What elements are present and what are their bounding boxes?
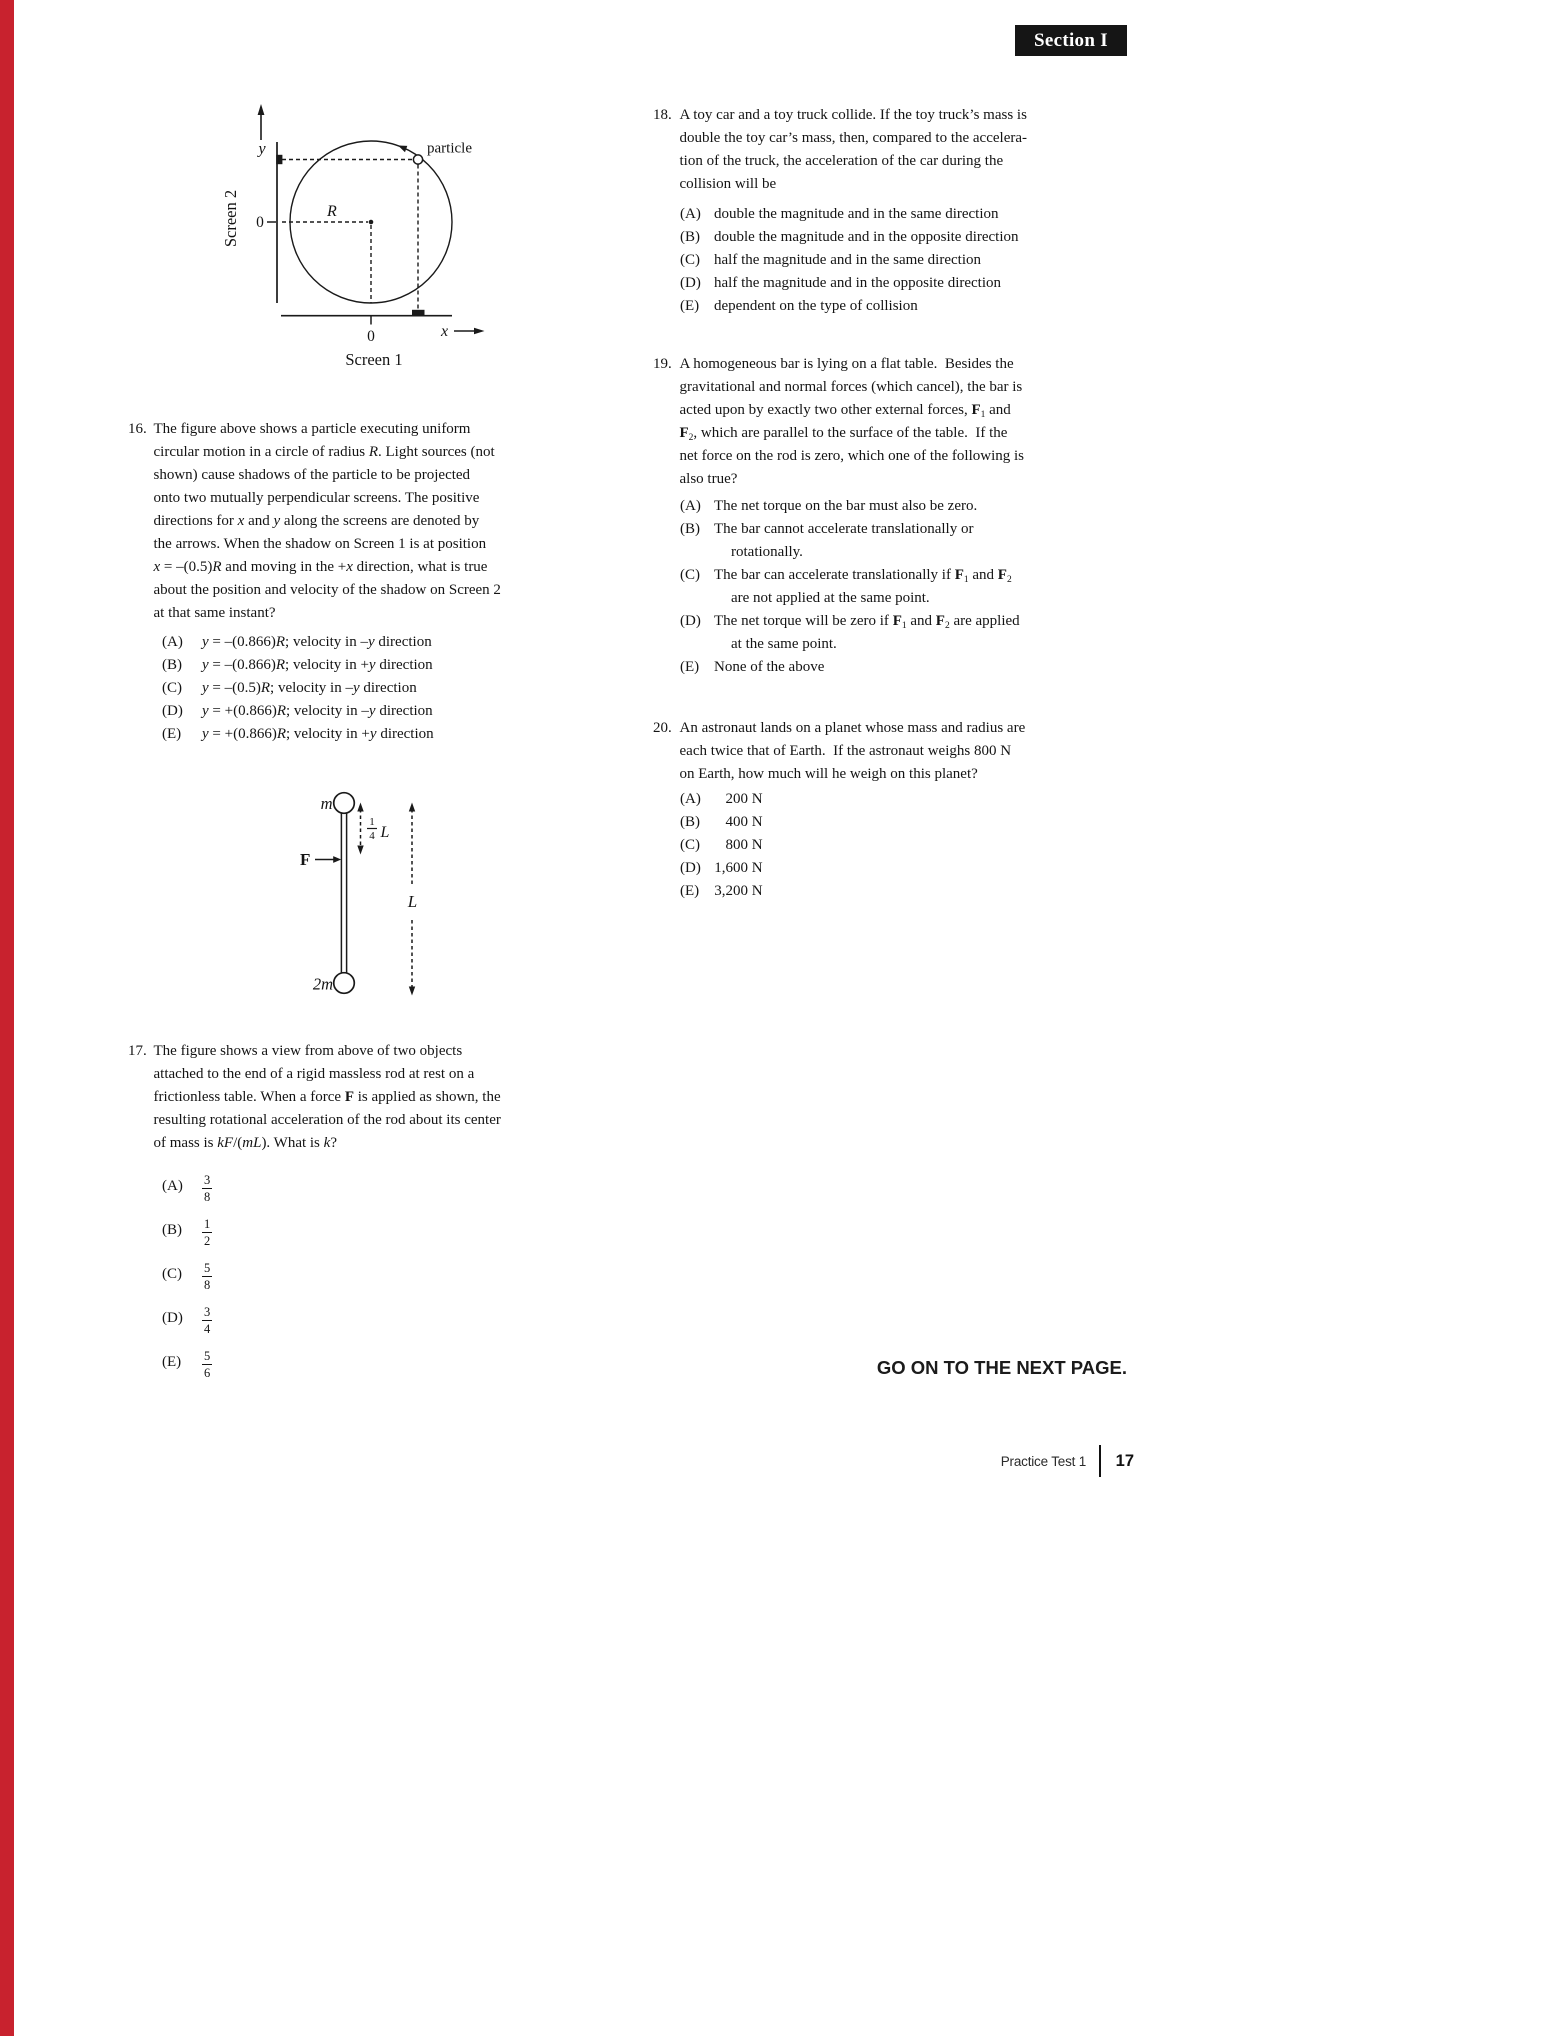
question-number: 17. [128, 1043, 147, 1059]
text-segment: R [275, 634, 286, 650]
text-segment: y [368, 703, 376, 719]
length-arrowhead-top-icon [409, 803, 415, 812]
option-row [680, 834, 1025, 857]
text-segment: F [679, 425, 689, 441]
question-17 [128, 1040, 501, 1384]
option-label: (C) [162, 680, 182, 696]
option-text: half the magnitude and in the opposite direction [714, 275, 1002, 291]
screen1-shadow-marker [412, 310, 425, 315]
question-line: x = –(0.5)R and moving in the +x direction, what is true [153, 559, 488, 575]
option-line: are not applied at the same point. [731, 590, 930, 606]
y-axis-label: y [258, 140, 266, 158]
option-row [680, 811, 1025, 834]
option-line: The net torque on the bar must also be zero. [714, 498, 978, 514]
text-segment: y [273, 513, 281, 529]
option-label: (A) [680, 498, 701, 514]
option-label: (A) [680, 206, 701, 222]
option-row [680, 249, 1027, 272]
option-row [680, 203, 1027, 226]
text-segment: y [202, 657, 209, 673]
text-segment: 1 [963, 575, 969, 585]
option-row [680, 226, 1027, 249]
go-on-instruction: GO ON TO THE NEXT PAGE. [876, 1357, 1127, 1378]
question-line: resulting rotational acceleration of the rod about its center [153, 1112, 501, 1128]
option-row [162, 1164, 501, 1208]
fraction [202, 1350, 212, 1380]
option-text: y = –(0.866)R; velocity in +y direction [202, 657, 433, 673]
question-line: of mass is kF/(mL). What is k? [153, 1135, 337, 1151]
text-segment: R [368, 444, 379, 460]
option-label: (B) [680, 521, 700, 537]
text-segment: y [202, 680, 209, 696]
text-segment: R [276, 726, 287, 742]
question-line: collision will be [679, 176, 777, 192]
fraction [202, 1306, 212, 1336]
option-text [714, 564, 1012, 610]
x-axis-label: x [441, 323, 449, 340]
fraction-numerator: 3 [204, 1304, 211, 1319]
option-label: (D) [680, 613, 701, 629]
text-segment: R [276, 703, 287, 719]
question-line: at that same instant? [153, 605, 276, 621]
length-label: L [407, 892, 418, 911]
fraction-denominator: 6 [204, 1365, 211, 1380]
option-row [162, 1340, 501, 1384]
quarter-frac-numerator: 1 [369, 816, 375, 828]
question-line: about the position and velocity of the shadow on Screen 2 [153, 582, 501, 598]
fraction-numerator: 5 [204, 1260, 211, 1275]
question-line: the arrows. When the shadow on Screen 1 is at position [153, 536, 487, 552]
question-options [162, 1164, 501, 1384]
question-line: A homogeneous bar is lying on a flat table. Besides the [679, 356, 1014, 372]
option-row [680, 880, 1025, 903]
mass-bottom-circle [334, 973, 355, 994]
option-text [202, 1213, 212, 1248]
quarter-arrowhead-top-icon [357, 803, 363, 812]
text-segment: F [954, 567, 964, 583]
question-line: net force on the rod is zero, which one of the following is [679, 448, 1024, 464]
option-label: (E) [680, 298, 700, 314]
question-line: The figure shows a view from above of two objects [153, 1043, 463, 1059]
question-line: The figure above shows a particle executing uniform [153, 421, 471, 437]
circle-center-dot [369, 220, 374, 225]
page-footer [1001, 1444, 1134, 1478]
mass-top-circle [334, 793, 355, 814]
radius-label: R [327, 203, 337, 220]
option-text: 3,200 N [714, 880, 763, 903]
question-line: each twice that of Earth. If the astronaut weighs 800 N [679, 743, 1012, 759]
option-value: 3,200 [714, 883, 748, 899]
option-line: None of the above [714, 659, 825, 675]
screen1-zero-label: 0 [367, 328, 375, 345]
fraction-bar [202, 1188, 212, 1189]
section-badge: Section I [1015, 25, 1127, 56]
fraction-numerator: 3 [204, 1172, 211, 1187]
option-row [162, 723, 501, 746]
y-axis-arrowhead-icon [258, 104, 265, 115]
question-options [680, 788, 1025, 903]
fraction-bar [202, 1276, 212, 1277]
option-label: (C) [680, 252, 700, 268]
option-value: 800 [725, 837, 748, 853]
option-row [680, 610, 1024, 656]
question-options [680, 495, 1024, 679]
option-text [714, 656, 824, 679]
option-text [202, 1301, 212, 1336]
fraction-denominator: 8 [204, 1189, 211, 1204]
particle-label: particle [427, 140, 472, 157]
circular-motion-figure [220, 95, 495, 375]
option-row [680, 788, 1025, 811]
option-row [680, 656, 1024, 679]
question-body [154, 1040, 501, 1155]
footer-divider [1099, 1445, 1101, 1477]
option-line: The bar cannot accelerate translationally or [714, 521, 974, 537]
question-line: An astronaut lands on a planet whose mass and radius are [679, 720, 1026, 736]
text-segment: y [352, 680, 360, 696]
fraction [202, 1174, 212, 1204]
text-segment: y [369, 726, 377, 742]
fraction [202, 1218, 212, 1248]
option-label: (A) [680, 791, 701, 807]
option-text: y = +(0.866)R; velocity in +y direction [202, 726, 434, 742]
text-segment: y [202, 703, 209, 719]
question-body [680, 353, 1025, 491]
question-options [680, 203, 1027, 318]
question-line: shown) cause shadows of the particle to be projected [153, 467, 471, 483]
question-19 [653, 353, 1024, 679]
question-body [680, 104, 1028, 196]
option-row [162, 1296, 501, 1340]
option-row [162, 677, 501, 700]
question-line: also true? [679, 471, 738, 487]
text-segment: 1 [901, 621, 907, 631]
question-line: double the toy car’s mass, then, compared to the accelera- [679, 130, 1027, 146]
footer-book-title: Practice Test 1 [1000, 1453, 1087, 1469]
option-row [680, 272, 1027, 295]
option-label: (D) [162, 1309, 183, 1326]
fraction-denominator: 2 [204, 1233, 211, 1248]
text-segment: R [260, 680, 271, 696]
text-segment: y [202, 634, 209, 650]
option-text: double the magnitude and in the opposite direction [714, 229, 1019, 245]
text-segment: F [935, 613, 945, 629]
option-row [162, 700, 501, 723]
option-text [714, 495, 977, 518]
force-arrowhead-icon [333, 856, 341, 863]
text-segment: 1 [980, 410, 986, 420]
option-row [680, 857, 1025, 880]
option-text [714, 610, 1020, 656]
text-segment: R [275, 657, 286, 673]
text-segment: F [892, 613, 902, 629]
text-segment: x [346, 559, 353, 575]
option-text: 1,600 N [714, 857, 763, 880]
question-20 [653, 717, 1025, 903]
rod-masses-figure [290, 788, 430, 1003]
question-16 [128, 418, 501, 746]
option-label: (E) [162, 1353, 182, 1370]
option-text: 200 N [714, 788, 763, 811]
option-row [162, 654, 501, 677]
mass-top-label: m [320, 794, 333, 813]
rod [341, 813, 346, 973]
text-segment: y [367, 634, 375, 650]
question-body [680, 717, 1026, 786]
option-line: The bar can accelerate translationally if $F_1$ and $F_2$ [714, 567, 1012, 585]
option-label: (E) [680, 659, 700, 675]
option-label: (B) [162, 1221, 182, 1238]
option-row [680, 295, 1027, 318]
question-line: frictionless table. When a force F is applied as shown, the [153, 1089, 501, 1105]
fraction-numerator: 5 [204, 1348, 211, 1363]
question-line: onto two mutually perpendicular screens. The positive [153, 490, 480, 506]
option-label: (B) [680, 229, 700, 245]
screen2-label: Screen 2 [221, 189, 240, 248]
option-label: (D) [680, 275, 701, 291]
force-label: F [300, 850, 311, 869]
option-label: (A) [162, 634, 183, 650]
option-text [202, 1345, 212, 1380]
option-label: (C) [680, 837, 700, 853]
option-label: (E) [162, 726, 182, 742]
question-line: tion of the truck, the acceleration of the car during the [679, 153, 1004, 169]
option-row [680, 518, 1024, 564]
option-text: y = +(0.866)R; velocity in –y direction [202, 703, 433, 719]
question-line: acted upon by exactly two other external forces, $F_1$ and [679, 402, 1011, 420]
option-label: (C) [162, 1265, 182, 1282]
text-segment: kF [217, 1135, 234, 1151]
text-segment: y [368, 657, 376, 673]
fraction-bar [202, 1364, 212, 1365]
text-segment: x [237, 513, 245, 529]
question-number: 18. [653, 107, 672, 123]
question-line: gravitational and normal forces (which cancel), the bar is [679, 379, 1023, 395]
option-label: (C) [680, 567, 700, 583]
fraction-bar [202, 1232, 212, 1233]
screen2-shadow-marker [276, 155, 282, 164]
option-text: 800 N [714, 834, 763, 857]
question-number: 20. [653, 720, 672, 736]
option-text: y = –(0.866)R; velocity in –y direction [202, 634, 432, 650]
question-body [154, 418, 501, 625]
particle-dot [413, 155, 422, 164]
quarter-arrowhead-bottom-icon [357, 846, 363, 855]
text-segment: x [153, 559, 161, 575]
text-segment: 2 [944, 621, 950, 631]
screen1-label: Screen 1 [345, 350, 403, 369]
fraction [202, 1262, 212, 1292]
text-segment: y [202, 726, 209, 742]
option-value: 200 [725, 791, 748, 807]
question-line: directions for x and y along the screens are denoted by [153, 513, 480, 529]
text-segment: F [971, 402, 981, 418]
fraction-numerator: 1 [204, 1216, 211, 1231]
option-line: at the same point. [731, 636, 837, 652]
red-edge-tab [0, 0, 14, 2036]
option-row [162, 1208, 501, 1252]
option-row [162, 1252, 501, 1296]
length-arrowhead-bottom-icon [409, 987, 415, 996]
question-line: A toy car and a toy truck collide. If the toy truck’s mass is [679, 107, 1027, 123]
option-text: 400 N [714, 811, 763, 834]
motion-direction-arrowhead-icon [398, 146, 407, 153]
option-text: half the magnitude and in the same direction [714, 252, 981, 268]
option-label: (B) [162, 657, 182, 673]
fraction-denominator: 8 [204, 1277, 211, 1292]
option-label: (D) [680, 860, 701, 876]
option-row [162, 631, 501, 654]
question-number: 19. [653, 356, 672, 372]
option-line: rotationally. [731, 544, 803, 560]
text-segment: F [997, 567, 1007, 583]
fraction-bar [202, 1320, 212, 1321]
footer-page-number: 17 [1115, 1451, 1134, 1470]
question-line: attached to the end of a rigid massless rod at rest on a [153, 1066, 475, 1082]
question-line: on Earth, how much will he weigh on this planet? [679, 766, 978, 782]
quarter-frac-denominator: 4 [369, 830, 375, 842]
text-segment: k [323, 1135, 331, 1151]
question-line: circular motion in a circle of radius R. Light sources (not [153, 444, 495, 460]
quarter-L-label: L [380, 824, 390, 841]
text-segment: 2 [688, 433, 694, 443]
option-value: 1,600 [714, 860, 748, 876]
option-text [202, 1169, 212, 1204]
x-axis-arrowhead-icon [474, 328, 485, 334]
fraction-denominator: 4 [204, 1321, 211, 1336]
option-text: y = –(0.5)R; velocity in –y direction [202, 680, 417, 696]
question-number: 16. [128, 421, 147, 437]
text-segment: R [212, 559, 222, 575]
mass-bottom-label: 2m [312, 974, 333, 994]
text-segment: 2 [1006, 575, 1012, 585]
option-label: (E) [680, 883, 700, 899]
text-segment: F [344, 1089, 354, 1105]
option-label: (D) [162, 703, 183, 719]
option-label: (B) [680, 814, 700, 830]
option-row [680, 564, 1024, 610]
option-text: double the magnitude and in the same direction [714, 206, 999, 222]
option-label: (A) [162, 1177, 183, 1194]
option-text: dependent on the type of collision [714, 298, 918, 314]
question-line: $F_2$, which are parallel to the surface of the table. If the [679, 425, 1008, 443]
option-text [202, 1257, 212, 1292]
option-value: 400 [725, 814, 748, 830]
option-line: The net torque will be zero if $F_1$ and $F_2$ are applied [714, 613, 1020, 631]
screen2-zero-label: 0 [256, 214, 264, 231]
option-text [714, 518, 973, 564]
option-row [680, 495, 1024, 518]
question-options [162, 631, 501, 746]
text-segment: mL [242, 1135, 262, 1151]
question-18 [653, 104, 1027, 318]
